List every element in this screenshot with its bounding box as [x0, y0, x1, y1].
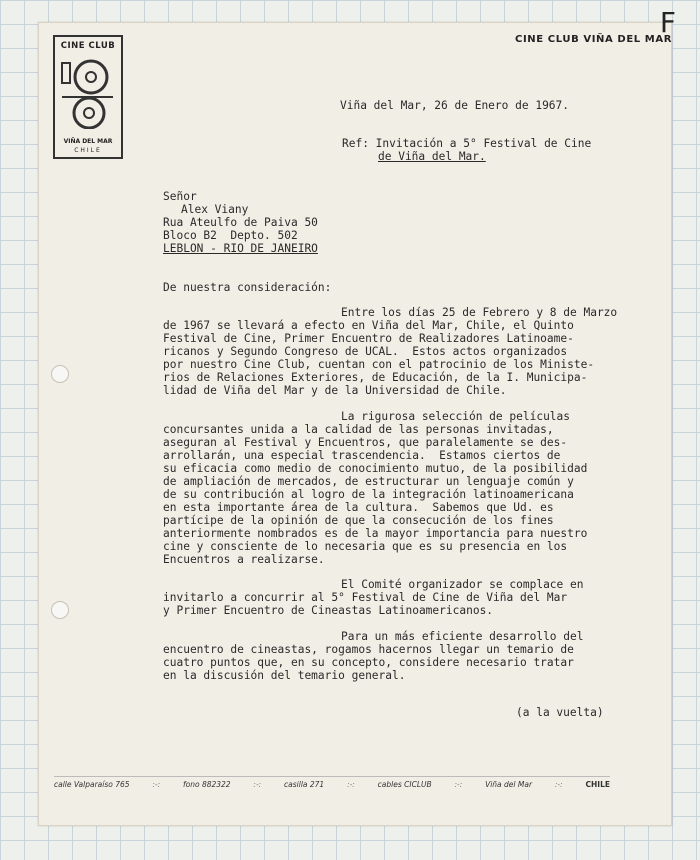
- letter-date: Viña del Mar, 26 de Enero de 1967.: [340, 99, 570, 112]
- letterhead-footer: [54, 776, 610, 789]
- recipient-title: Señor: [163, 190, 197, 203]
- continued-note: (a la vuelta): [516, 706, 604, 719]
- p4-line: cuatro puntos que, en su concepto, considere necesario tratar: [163, 656, 574, 669]
- p1-line: de 1967 se llevará a efecto en Viña del Mar, Chile, el Quinto: [163, 319, 574, 332]
- p1-line: rios de Relaciones Exteriores, de Educación, de la I. Municipa-: [163, 371, 588, 384]
- footer-country: CHILE: [585, 780, 610, 789]
- footer-separator: :-:: [454, 780, 463, 789]
- logo-city-text: VIÑA DEL MAR: [63, 138, 113, 145]
- p4-line: en la discusión del temario general.: [163, 669, 406, 682]
- p3-line: invitarlo a concurrir al 5° Festival de Cine de Viña del Mar: [163, 591, 568, 604]
- recipient-name: Alex Viany: [181, 203, 249, 216]
- p2-line: Encuentros a realizarse.: [163, 553, 325, 566]
- letter-reference-line2: de Viña del Mar.: [378, 150, 486, 163]
- p4-line: Para un más eficiente desarrollo del: [341, 630, 584, 643]
- footer-separator: :-:: [554, 780, 563, 789]
- recipient-street: Rua Ateulfo de Paiva 50: [163, 216, 318, 229]
- corner-handwritten-mark: F: [659, 6, 676, 39]
- p2-line: concursantes unida a la calidad de las personas invitadas,: [163, 423, 554, 436]
- p1-line: por nuestro Cine Club, cuentan con el patrocinio de los Ministe-: [163, 358, 595, 371]
- p1-line: lidad de Viña del Mar y de la Universidad de Chile.: [163, 384, 507, 397]
- p1-line: Entre los días 25 de Febrero y 8 de Marzo: [341, 306, 618, 319]
- punch-hole-top: [51, 365, 69, 383]
- p2-line: arrollarán, una especial trascendencia. Estamos ciertos de: [163, 449, 561, 462]
- salutation: De nuestra consideración:: [163, 281, 332, 294]
- p3-line: El Comité organizador se complace en: [341, 578, 584, 591]
- p2-line: de ampliación de mercados, de estructurar un lenguaje común y: [163, 475, 574, 488]
- footer-separator: :-:: [253, 780, 262, 789]
- p2-line: anteriormente nombrados es de la mayor importancia para nuestro: [163, 527, 588, 540]
- p2-line: La rigurosa selección de películas: [341, 410, 571, 423]
- cine-club-logo: [53, 35, 123, 159]
- footer-box: casilla 271: [284, 780, 325, 789]
- p2-line: de su contribución al logro de la integración latinoamericana: [163, 488, 574, 501]
- footer-city: Viña del Mar: [485, 780, 533, 789]
- recipient-unit: Bloco B2 Depto. 502: [163, 229, 298, 242]
- footer-address: calle Valparaíso 765: [54, 780, 130, 789]
- footer-cables: cables CICLUB: [377, 780, 432, 789]
- letter-reference: Ref: Invitación a 5° Festival de Cine: [342, 137, 592, 150]
- p2-line: cine y consciente de lo necesaria que es su presencia en los: [163, 540, 568, 553]
- recipient-city: LEBLON - RIO DE JANEIRO: [163, 242, 318, 255]
- p2-line: partícipe de la opinión de que la consecución de los fines: [163, 514, 554, 527]
- letterhead-org-name: CINE CLUB VIÑA DEL MAR: [515, 34, 672, 45]
- footer-separator: :-:: [347, 780, 355, 789]
- footer-separator: :-:: [152, 780, 161, 789]
- film-reel-icon: [61, 57, 115, 129]
- p2-line: en esta importante área de la cultura. Sabemos que Ud. es: [163, 501, 554, 514]
- footer-phone: fono 882322: [182, 780, 231, 789]
- p1-line: ricanos y Segundo Congreso de UCAL. Estos actos organizados: [163, 345, 568, 358]
- p2-line: aseguran al Festival y Encuentros, que paralelamente se des-: [163, 436, 568, 449]
- p2-line: su eficacia como medio de conocimiento mutuo, de la posibilidad: [163, 462, 588, 475]
- p4-line: encuentro de cineastas, rogamos hacernos llegar un temario de: [163, 643, 574, 656]
- p3-line: y Primer Encuentro de Cineastas Latinoamericanos.: [163, 604, 494, 617]
- logo-top-text: CINE CLUB: [60, 41, 116, 51]
- p1-line: Festival de Cine, Primer Encuentro de Realizadores Latinoame-: [163, 332, 574, 345]
- punch-hole-bottom: [51, 601, 69, 619]
- logo-country-text: CHILE: [74, 147, 102, 154]
